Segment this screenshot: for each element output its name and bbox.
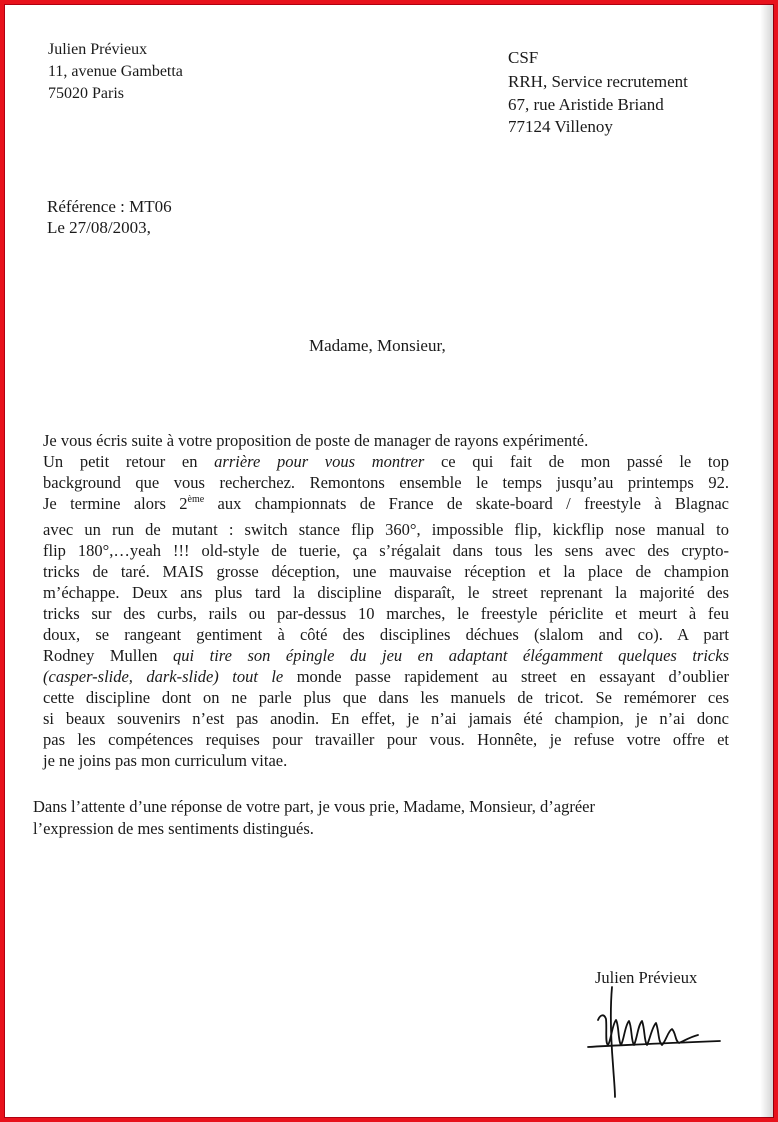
body-line-5: avec un run de mutant : switch stance flip 360°, impossible flip, kickflip nose manual to [43, 520, 729, 539]
body-line-6: flip 180°,…yeah !!! old-style de tuerie, ça s’régalait dans tous les sens avec des crypto- [43, 541, 729, 560]
body-line-9: tricks sur des curbs, rails ou par-dessus 10 marches, le freestyle périclite et meurt à feu [43, 604, 729, 623]
date: Le 27/08/2003, [47, 218, 151, 237]
body-line-2: Un petit retour en arrière pour vous montrer ce qui fait de mon passé le top [43, 452, 730, 471]
body-line-10: doux, se rangeant gentiment à côté des disciplines déchues (slalom and co). A part [43, 625, 729, 644]
salutation: Madame, Monsieur, [309, 336, 446, 355]
recipient-department: RRH, Service recrutement [508, 72, 688, 91]
body-line-12: (casper-slide, dark-slide) tout le monde passe rapidement au street en essayant d’oublier [43, 667, 729, 686]
body-line-1: Je vous écris suite à votre proposition de poste de manager de rayons expérimenté. [43, 431, 589, 450]
signature-name: Julien Prévieux [595, 968, 698, 987]
body-line-8: m’échappe. Deux ans plus tard la discipline disparaît, le street reprenant la majorité des [43, 583, 729, 602]
closing-line-1: Dans l’attente d’une réponse de votre part, je vous prie, Madame, Monsieur, d’agréer [33, 797, 595, 816]
recipient-company: CSF [508, 48, 539, 67]
body-line-7: tricks de taré. MAIS grosse déception, une mauvaise réception et la place de champion [43, 562, 729, 581]
handwritten-signature [580, 985, 730, 1100]
body-line-13: cette discipline dont on ne parle plus que dans les manuels de tricot. Se remémorer ces [43, 688, 729, 707]
sender-name: Julien Prévieux [48, 41, 148, 58]
body-line-3: background que vous recherchez. Remontons ensemble le temps jusqu’au printemps 92. [43, 473, 729, 492]
body-line-15: pas les compétences requises pour travailler pour vous. Honnête, je refuse votre offre et [43, 730, 729, 749]
body-line-4: Je termine alors 2ème aux championnats de France de skate-board / freestyle à Blagnac [43, 494, 729, 513]
reference: Référence : MT06 [47, 197, 172, 216]
sender-street: 11, avenue Gambetta [48, 63, 183, 80]
body-line-14: si beaux souvenirs n’est pas anodin. En effet, je n’ai jamais été champion, je n’ai donc [43, 709, 729, 728]
recipient-street: 67, rue Aristide Briand [508, 95, 664, 114]
sender-city: 75020 Paris [48, 85, 124, 102]
body-line-16: je ne joins pas mon curriculum vitae. [43, 751, 288, 770]
body-line-11: Rodney Mullen qui tire son épingle du jeu en adaptant élégamment quelques tricks [43, 646, 729, 665]
closing-line-2: l’expression de mes sentiments distingués. [33, 819, 314, 838]
recipient-city: 77124 Villenoy [508, 117, 613, 136]
scan-edge-shadow [760, 4, 774, 1118]
